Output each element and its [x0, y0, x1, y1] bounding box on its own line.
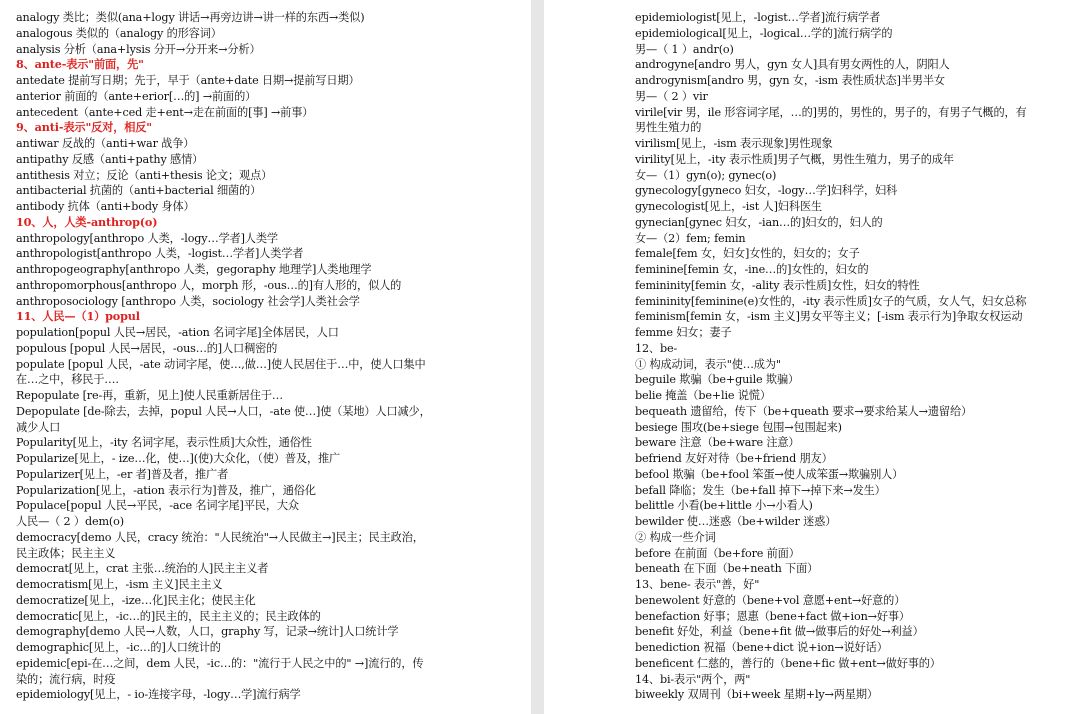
- text-line: 人民—（ 2 ）dem(o): [16, 515, 124, 528]
- text-line: epidemiologist[见上，-logist…学者]流行病学者: [635, 11, 881, 24]
- text-line: virility[见上，-ity 表示性质]男子气概，男性生殖力，男子的成年: [635, 152, 954, 166]
- text-line: beneath 在下面（be+neath 下面）: [635, 562, 819, 576]
- text-line: epidemiology[见上，- io-连接字母，-logy…学]流行病学: [16, 688, 301, 702]
- text-line: demographic[见上，-ic…的]人口统计的: [16, 641, 221, 654]
- text-line: analysis 分析（ana+lysis 分开→分开来→分析）: [16, 42, 261, 56]
- text-line: femme 妇女；妻子: [635, 326, 732, 339]
- text-line: virile[vir 男，ile 形容词字尾，…的]男的，男性的，男子的，有男子气概的，有: [635, 105, 1027, 119]
- text-line: democracy[demo 人民，cracy 统治："人民统治"→人民做主→]民主；民主政治，: [16, 530, 424, 544]
- text-line: femininity[femin 女，-ality 表示性质]女性，妇女的特性: [635, 278, 920, 292]
- text-line: Popularity[见上，-ity 名词字尾，表示性质]大众性，通俗性: [16, 436, 312, 450]
- text-line: Popularization[见上，-ation 表示行为]普及，推广，通俗化: [16, 483, 316, 497]
- text-line: democrat[见上，crat 主张…统治的人]民主主义者: [16, 562, 269, 576]
- text-line: antibacterial 抗菌的（anti+bacterial 细菌的）: [16, 184, 262, 198]
- text-line: 14、bi-表示"两个，两": [635, 672, 751, 686]
- text-line: biweekly 双周刊（bi+week 星期+ly→两星期）: [635, 688, 878, 702]
- text-line: beguile 欺骗（be+guile 欺骗）: [635, 373, 800, 387]
- text-line: 12、be-: [635, 341, 678, 355]
- text-line: 减少人口: [16, 420, 61, 434]
- text-line: antithesis 对立；反论（anti+thesis 论文；观点）: [16, 168, 273, 182]
- text-line: befriend 友好对待（be+friend 朋友）: [635, 452, 833, 465]
- text-line: virilism[见上，-ism 表示现象]男性现象: [635, 137, 833, 150]
- text-line: antedate 提前写日期；先于，早于（ante+date 日期→提前写日期）: [16, 74, 360, 87]
- text-line: antecedent（ante+ced 走+ent→走在前面的[事] →前事）: [16, 105, 314, 119]
- text-line: Popularizer[见上，-er 者]普及者，推广者: [16, 467, 229, 481]
- text-line: anthropologist[anthropo 人类，-logist…学者]人类学者: [16, 247, 304, 261]
- text-line: democratic[见上，-ic…的]民主的，民主主义的；民主政体的: [16, 609, 321, 623]
- text-line: before 在前面（be+fore 前面）: [635, 546, 800, 560]
- text-line: 在…之中，移民于….: [16, 373, 119, 387]
- text-line: benefit 好处，利益（bene+fit 做→做事后的好处→利益）: [635, 625, 924, 639]
- text-line: 13、bene- 表示"善，好": [635, 578, 760, 591]
- text-line: gynecology[gyneco 妇女，-logy…学]妇科学，妇科: [635, 184, 898, 198]
- text-line: anthropogeography[anthropo 人类，gegoraphy 地理学]人类地理学: [16, 263, 372, 276]
- text-line: androgynism[andro 男，gyn 女，-ism 表性质状态]半男半女: [635, 74, 945, 87]
- text-line: 染的；流行病，时疫: [16, 672, 116, 686]
- text-line: benewolent 好意的（bene+vol 意愿+ent→好意的）: [635, 593, 906, 607]
- left-page: [0, 0, 531, 714]
- section-heading: 11、人民—（1）popul: [16, 309, 140, 324]
- text-line: populous [popul 人民→居民，-ous…的]人口稠密的: [16, 341, 278, 355]
- section-heading: 10、人，人类-anthrop(o): [16, 214, 158, 229]
- text-line: befall 降临；发生（be+fall 掉下→掉下来→发生）: [635, 483, 886, 497]
- text-line: bewilder 使…迷惑（be+wilder 迷惑）: [635, 515, 837, 528]
- text-line: anthroposociology [anthropo 人类，sociology 社会学]人类社会学: [16, 294, 360, 308]
- text-line: androgyne[andro 男人，gyn 女人]具有男女两性的人，阴阳人: [635, 58, 950, 72]
- text-line: anthropology[anthropo 人类，-logy…学者]人类学: [16, 231, 278, 245]
- text-line: antibody 抗体（anti+body 身体）: [16, 200, 195, 213]
- text-line: feminine[femin 女，-ine…的]女性的，妇女的: [635, 263, 869, 276]
- text-line: 民主政体；民主主义: [16, 546, 116, 560]
- text-line: epidemiological[见上，-logical…学的]流行病学的: [635, 26, 893, 40]
- text-line: besiege 围攻(be+siege 包围→包围起来): [635, 420, 842, 434]
- text-line: Populace[popul 人民→平民，-ace 名词字尾]平民，大众: [16, 499, 299, 513]
- text-line: belie 掩盖（be+lie 说慌）: [635, 389, 771, 402]
- text-line: beneficent 仁慈的，善行的（bene+fic 做+ent→做好事的）: [635, 656, 941, 670]
- text-line: Depopulate [de-除去，去掉，popul 人民→人口，-ate 使…]使（某地）人口减少，: [16, 404, 431, 418]
- text-line: antiwar 反战的（anti+war 战争）: [16, 137, 195, 150]
- text-line: 男—（ 1 ）andr(o): [635, 42, 734, 56]
- text-line: belittle 小看(be+little 小→小看人): [635, 499, 813, 513]
- text-line: feminism[femin 女，-ism 主义]男女平等主义；[-ism 表示行为]争取女权运动: [635, 310, 1023, 324]
- right-page: [544, 0, 1080, 714]
- text-line: befool 欺骗（be+fool 笨蛋→使人成笨蛋→欺骗别人）: [635, 467, 904, 481]
- text-line: populate [popul 人民，-ate 动词字尾，使…,做…]使人民居住于…中，使人口集中: [16, 357, 426, 371]
- text-line: 男—（ 2 ）vir: [635, 89, 708, 103]
- text-line: femininity[feminine(e)女性的，-ity 表示性质]女子的气质，女人气，妇女总称: [635, 294, 1027, 308]
- text-line: population[popul 人民→居民，-ation 名词字尾]全体居民，人口: [16, 326, 339, 339]
- section-heading: 8、ante-表示"前面，先": [16, 57, 144, 72]
- text-line: anterior 前面的（ante+erior[…的] →前面的）: [16, 89, 257, 103]
- text-line: Popularize[见上，- ize…化，使…](使)大众化，（使）普及，推广: [16, 452, 341, 465]
- text-line: Repopulate [re-再，重新，见上]使人民重新居住于…: [16, 389, 283, 402]
- text-line: analogy 类比；类似(ana+logy 讲话→再旁边讲→讲一样的东西→类似): [16, 11, 365, 24]
- text-line: 女—（2）fem; femin: [635, 231, 746, 245]
- text-line: ① 构成动词，表示"使…成为": [635, 357, 781, 371]
- text-line: 男性生殖力的: [635, 121, 702, 135]
- text-line: democratize[见上，-ize…化]民主化；使民主化: [16, 593, 256, 607]
- text-line: anthropomorphous[anthropo 人，morph 形，-ous…的]有人形的，似人的: [16, 278, 402, 292]
- text-line: bequeath 遗留给，传下（be+queath 要求→要求给某人→遗留给）: [635, 404, 973, 418]
- text-line: ② 构成一些介词: [635, 530, 716, 544]
- text-line: 女—（1）gyn(o); gynec(o): [635, 168, 777, 182]
- text-line: epidemic[epi-在…之间，dem 人民，-ic…的："流行于人民之中的" →]流行的，传: [16, 656, 424, 670]
- text-line: demography[demo 人民→人数，人口，graphy 写，记录→统计]人口统计学: [16, 625, 399, 639]
- text-line: benediction 祝福（bene+dict 说+ion→说好话）: [635, 641, 888, 654]
- text-line: gynecian[gynec 妇女，-ian…的]妇女的，妇人的: [635, 215, 883, 229]
- text-line: beware 注意（be+ware 注意）: [635, 436, 800, 450]
- section-heading: 9、anti-表示"反对，相反": [16, 120, 152, 135]
- text-line: gynecologist[见上，-ist 人]妇科医生: [635, 200, 822, 213]
- text-line: female[fem 女，妇女]女性的，妇女的；女子: [635, 247, 860, 261]
- text-line: democratism[见上，-ism 主义]民主主义: [16, 578, 223, 591]
- text-line: analogous 类似的（analogy 的形容词）: [16, 26, 222, 40]
- text-line: antipathy 反感（anti+pathy 感情）: [16, 152, 204, 166]
- text-line: benefaction 好事；恩惠（bene+fact 做+ion→好事）: [635, 609, 910, 623]
